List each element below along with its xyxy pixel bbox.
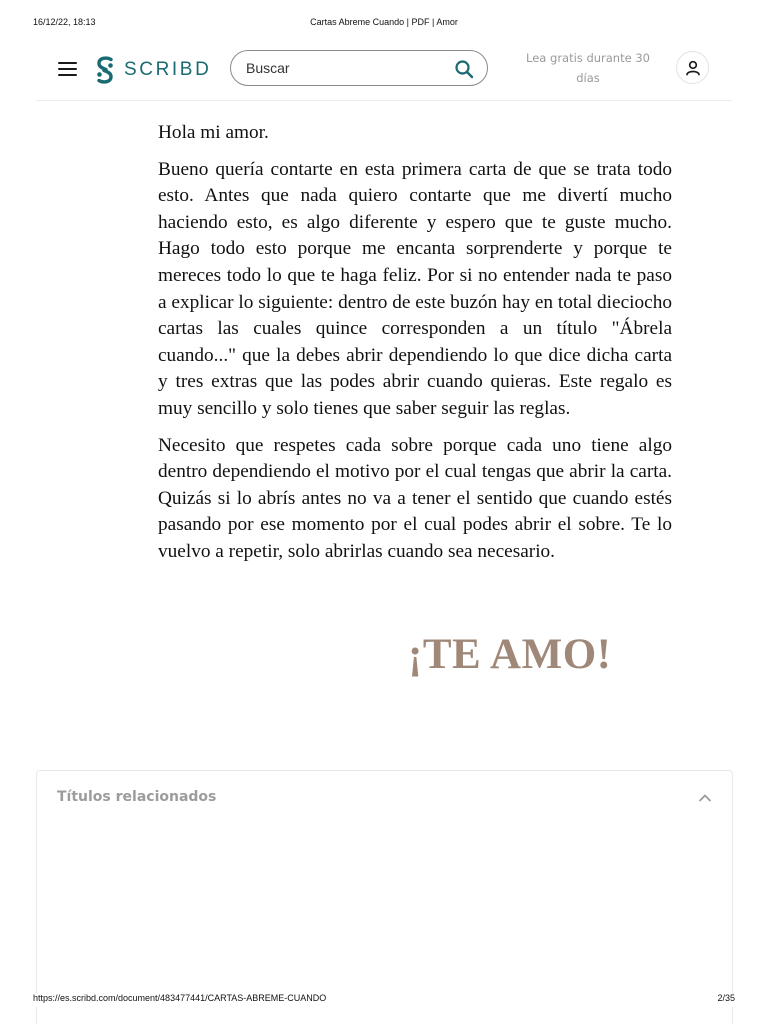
logo-text: SCRIBD [124,59,212,80]
paragraph-1: Bueno quería contarte en esta primera carta de que se trata todo esto. Antes que nada quiero contarte que me divertí mucho haciendo esto, es algo diferente y espero que te guste mucho. Hago todo esto porque me encanta sorprenderte y porque te mereces todo lo que te haga feliz. Por si no entender nada te paso a explicar lo siguiente: dentro de este buzón hay en total dieciocho cartas las cuales quince corresponden a un título "Ábrela cuando..." que la debes abrir dependiendo lo que dice dicha carta y tres extras que las podes abrir cuando quieras. Este regalo es muy sencillo y solo tienes que saber seguir las reglas. [158,158,672,419]
print-url: https://es.scribd.com/document/483477441/CARTAS-ABREME-CUANDO [33,993,327,1003]
paragraph-2: Necesito que respetes cada sobre porque cada uno tiene algo dentro dependiendo el motivo por el cual tengas que abrir la carta. Quizás si lo abrís antes no va a tener el sentido que cuando estés pasando por ese momento por el cual podes abrir el sobre. Te lo vuelvo a repetir, solo abrirlas cuando sea necesario. [158,434,672,562]
document-content [158,120,672,576]
search-input[interactable] [246,58,436,78]
print-title: Cartas Abreme Cuando | PDF | Amor [310,17,458,27]
site-header [36,42,732,101]
read-free-link[interactable]: Lea gratis durante 30 días [526,51,650,85]
search-icon[interactable] [454,59,474,79]
closing-text: ¡TE AMO! [408,631,612,678]
user-account-button[interactable] [676,51,709,84]
print-footer [0,993,768,1007]
hamburger-menu-icon[interactable] [58,62,77,77]
scribd-logo-icon [94,56,116,84]
scribd-logo[interactable] [94,55,211,85]
print-page-number: 2/35 [717,993,735,1003]
chevron-up-icon[interactable] [698,791,712,805]
user-icon [684,59,702,77]
search-box[interactable] [230,50,488,86]
greeting: Hola mi amor. [158,122,269,143]
related-titles-panel [36,770,733,1024]
related-titles-heading[interactable]: Títulos relacionados [57,789,217,805]
print-date: 16/12/22, 18:13 [33,17,96,27]
print-header [0,17,768,31]
